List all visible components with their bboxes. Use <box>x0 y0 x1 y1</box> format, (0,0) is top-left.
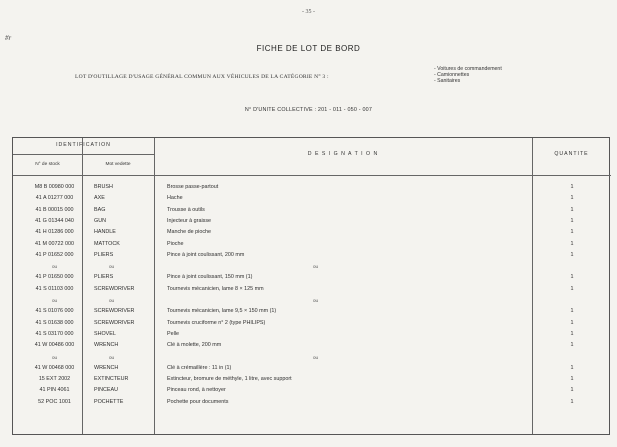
table-row <box>13 216 611 227</box>
mot-vedette-cell: ou <box>109 264 115 270</box>
quantity-cell: 1 <box>570 387 574 394</box>
quantity-cell: 1 <box>570 229 574 236</box>
page-number: - 35 - <box>302 9 315 15</box>
mot-vedette-cell: PLIERS <box>94 251 114 258</box>
header-stock: N° de stock <box>35 162 60 167</box>
quantity-cell: 1 <box>570 206 574 213</box>
header-mot: Mot vedette <box>105 162 131 167</box>
mot-vedette-cell: WRENCH <box>94 342 119 349</box>
designation-cell: Clé à crémaillère : 11 in (1) <box>167 364 232 371</box>
table-row <box>13 295 611 306</box>
quantity-cell: 1 <box>570 398 574 405</box>
mot-vedette-cell: HANDLE <box>94 229 116 236</box>
lot-description: LOT D'OUTILLAGE D'USAGE GÉNÉRAL COMMUN AUX VÉHICULES DE LA CATÉGORIE N° 3 : <box>75 74 329 80</box>
stock-number-cell: 41 H 01286 000 <box>35 229 74 236</box>
mot-vedette-cell: PINCEAU <box>94 387 118 394</box>
stock-number-cell: 41 A 01277 000 <box>35 195 74 202</box>
stock-number-cell: 41 G 01344 040 <box>35 217 74 224</box>
vehicle-category: - Sanitaires <box>434 78 461 84</box>
mot-vedette-cell: GUN <box>94 217 106 224</box>
stock-number-cell: 41 S 01638 000 <box>35 319 74 326</box>
quantity-cell: 1 <box>570 364 574 371</box>
table-row <box>13 193 611 204</box>
mot-vedette-cell: AXE <box>94 195 105 202</box>
stock-number-cell: 41 W 00486 000 <box>34 342 75 349</box>
designation-cell: Tournevis mécanicien, lame 9,5 × 150 mm (1) <box>167 308 277 315</box>
header-quantite: QUANTITE <box>554 151 589 157</box>
quantity-cell: 1 <box>570 184 574 190</box>
vehicle-categories <box>434 66 502 84</box>
stock-number-cell: 41 B 00015 000 <box>35 206 74 213</box>
table-row <box>13 239 611 250</box>
mot-vedette-cell: PLIERS <box>94 274 114 281</box>
table-row <box>13 227 611 238</box>
designation-cell: Pince à joint coulissant, 150 mm (1) <box>167 274 253 281</box>
stock-number-cell: 41 S 03170 000 <box>35 330 74 337</box>
header-designation: D E S I G N A T I O N <box>307 151 379 157</box>
quantity-cell: 1 <box>570 240 574 247</box>
table-row <box>13 318 611 329</box>
designation-cell: Injecteur à graisse <box>167 217 212 224</box>
stock-number-cell: 15 EXT 2002 <box>38 376 71 383</box>
designation-cell: Pinceau rond, à nettoyer <box>167 387 226 394</box>
stock-number-cell: 41 M 00722 000 <box>35 240 74 247</box>
stock-number-cell: ou <box>51 354 58 360</box>
mot-vedette-cell: SHOVEL <box>94 330 116 337</box>
designation-cell: Extincteur, bromure de méthyle, 1 litre, avec support <box>167 376 292 383</box>
designation-cell: ou <box>313 298 319 303</box>
quantity-cell: 1 <box>570 330 574 337</box>
document-title: FICHE DE LOT DE BORD <box>256 44 361 53</box>
inventory-table <box>12 137 610 435</box>
designation-cell: Hache <box>167 195 183 202</box>
designation-cell: Pochette pour documents <box>167 398 229 405</box>
stock-number-cell: M8 B 00980 000 <box>34 184 75 190</box>
stock-number-cell: 41 S 01103 000 <box>35 285 74 292</box>
quantity-cell: 1 <box>570 195 574 202</box>
vehicle-category: - Camionnettes <box>434 72 470 78</box>
quantity-cell: 1 <box>570 376 574 383</box>
table-row <box>13 385 611 396</box>
stock-number-cell: 41 P 01652 000 <box>35 251 74 258</box>
mot-vedette-cell: BRUSH <box>94 184 113 190</box>
stock-number-cell: 41 S 01076 000 <box>35 308 74 315</box>
table-row <box>13 284 611 295</box>
table-row <box>13 205 611 216</box>
header-divider <box>13 175 611 176</box>
quantity-cell: 1 <box>570 342 574 349</box>
designation-cell: Pelle <box>167 330 179 337</box>
table-row <box>13 329 611 340</box>
table-row <box>13 261 611 272</box>
mot-vedette-cell: EXTINCTEUR <box>94 376 129 383</box>
quantity-cell: 1 <box>570 251 574 258</box>
designation-cell: Clé à molette, 200 mm <box>167 342 222 349</box>
table-row <box>13 306 611 317</box>
designation-cell: Pince à joint coulissant, 200 mm <box>167 251 245 258</box>
margin-mark: #r <box>5 34 12 42</box>
quantity-cell: 1 <box>570 308 574 315</box>
header-divider <box>13 154 154 155</box>
stock-number-cell: 41 PIN 4061 <box>39 387 70 394</box>
mot-vedette-cell: SCREWDRIVER <box>94 308 135 315</box>
table-row <box>13 374 611 385</box>
table-row <box>13 250 611 261</box>
table-row <box>13 340 611 351</box>
designation-cell: Trousse à outils <box>167 206 205 213</box>
table-row <box>13 352 611 363</box>
mot-vedette-cell: POCHETTE <box>94 398 124 405</box>
unit-number: N° D'UNITE COLLECTIVE : 201 - 011 - 050 - 007 <box>244 107 373 113</box>
designation-cell: Manche de pioche <box>167 229 212 236</box>
mot-vedette-cell: ou <box>109 298 115 303</box>
mot-vedette-cell: WRENCH <box>94 364 119 371</box>
designation-cell: Brosse passe-partout <box>167 184 219 190</box>
header-identification: IDENTIFICATION <box>56 142 111 148</box>
table-row <box>13 182 611 193</box>
mot-vedette-cell: ou <box>109 354 115 360</box>
quantity-cell: 1 <box>570 285 574 292</box>
quantity-cell: 1 <box>570 274 574 281</box>
stock-number-cell: 41 P 01650 000 <box>35 274 74 281</box>
stock-number-cell: 52 POC 1001 <box>38 398 71 405</box>
quantity-cell: 1 <box>570 217 574 224</box>
mot-vedette-cell: SCREWDRIVER <box>94 285 135 292</box>
stock-number-cell: 41 W 00468 000 <box>34 364 75 371</box>
designation-cell: ou <box>313 264 319 270</box>
designation-cell: Tournevis mécanicien, lame 8 × 125 mm <box>167 285 264 292</box>
quantity-cell: 1 <box>570 319 574 326</box>
table-row <box>13 397 611 408</box>
mot-vedette-cell: BAG <box>94 206 106 213</box>
table-row <box>13 363 611 374</box>
designation-cell: Pioche <box>167 240 184 247</box>
mot-vedette-cell: MATTOCK <box>94 240 120 247</box>
stock-number-cell: ou <box>51 264 58 270</box>
mot-vedette-cell: SCREWDRIVER <box>94 319 135 326</box>
stock-number-cell: ou <box>51 298 58 303</box>
designation-cell: ou <box>313 354 319 360</box>
designation-cell: Tournevis cruciforme n° 2 (type PHILIPS) <box>167 319 266 326</box>
vehicle-category: - Voitures de commandement <box>434 66 502 72</box>
table-row <box>13 272 611 283</box>
